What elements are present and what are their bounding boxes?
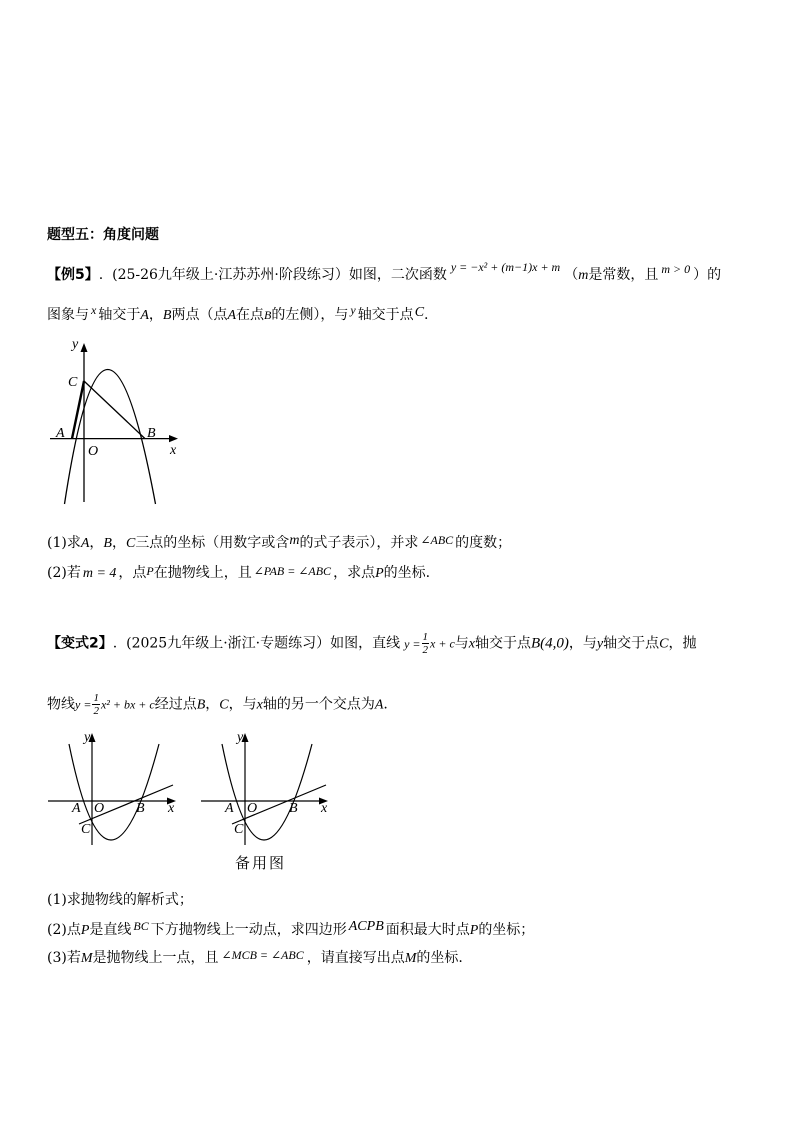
variant2-tag: 【变式2】: [47, 635, 113, 652]
example5-tag: 【例5】: [47, 267, 99, 283]
figure1-label-B: B: [147, 426, 156, 441]
variant2-question2: (2)点P是直线 BC 下方抛物线上一动点，求四边形 ACPB 面积最大时点P的坐标；: [47, 919, 535, 938]
svg-text:x: x: [321, 801, 328, 816]
svg-text:y: y: [237, 730, 244, 745]
svg-text:A: A: [225, 801, 234, 816]
figure1-label-C: C: [68, 375, 78, 390]
example5-condition: m > 0: [661, 262, 691, 276]
svg-text:O: O: [247, 801, 258, 816]
example5-question1: (1)求A，B，C三点的坐标（用数字或含m的式子表示），并求 ∠ABC 的度数；: [47, 533, 512, 551]
svg-text:A: A: [72, 801, 81, 816]
svg-text:y: y: [84, 730, 91, 745]
example5-line1: 【例5】. (25-26九年级上·江苏苏州·阶段练习）如图，二次函数 y = −x² + (m−1)x + m （m是常数，且 m > 0 ）的: [47, 260, 722, 283]
example5-question2: (2)若 m = 4 ，点P在抛物线上，且 ∠PAB = ∠ABC ，求点P的坐标.: [47, 564, 431, 581]
variant2-fraction-1: $\frac{1}{2}$: [422, 631, 429, 656]
svg-text:x: x: [168, 801, 175, 816]
example5-line2: 图象与 x 轴交于A，B两点（点A在点B的左侧），与 y 轴交于点C.: [47, 303, 429, 323]
svg-text:B: B: [136, 801, 145, 816]
variant2-question1: (1)求抛物线的解析式；: [47, 892, 193, 908]
figure1-label-x: x: [170, 443, 177, 458]
variant2-line2: 物线y = $\frac{1}{2}$ x² + bx + c经过点B，C，与x轴的另一个交点为A.: [47, 692, 388, 717]
variant2-fraction-2: $\frac{1}{2}$: [93, 692, 99, 717]
variant2-source: . (2025九年级上·浙江·专题练习）如图，直线: [112, 635, 401, 652]
figure1-label-y: y: [72, 337, 79, 352]
variant2-line1: 【变式2】. (2025九年级上·浙江·专题练习）如图，直线 y = $\frac{1}{2}$ x + c与x轴交于点B(4,0)，与y轴交于点C，抛: [47, 631, 697, 656]
example5-source: . (25-26九年级上·江苏苏州·阶段练习）如图，二次函数: [98, 267, 447, 283]
example5-formula: y = −x² + (m−1)x + m: [450, 260, 561, 274]
section-title: 题型五：角度问题: [47, 227, 159, 243]
spare-figure-caption: 备用图: [235, 854, 287, 872]
figure1-label-A: A: [56, 426, 65, 441]
svg-text:C: C: [234, 822, 244, 837]
figure1-label-O: O: [88, 444, 99, 459]
svg-text:C: C: [81, 822, 91, 837]
svg-text:B: B: [289, 801, 298, 816]
svg-text:O: O: [94, 801, 105, 816]
variant2-question3: (3)若M是抛物线上一点，且 ∠MCB = ∠ABC ，请直接写出点M的坐标.: [47, 948, 463, 966]
